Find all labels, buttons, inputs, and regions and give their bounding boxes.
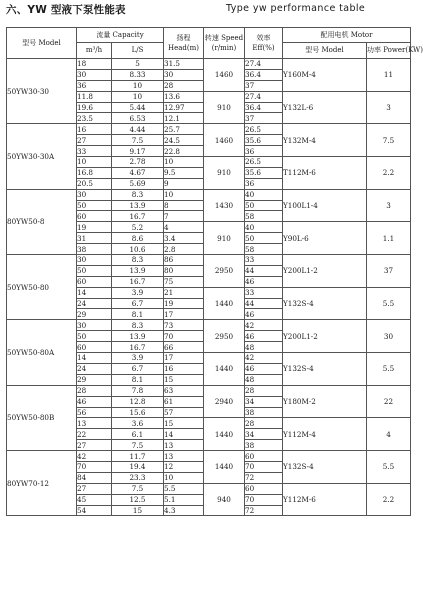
motor-model-cell: Y112M-4	[283, 418, 367, 451]
capacity-m3h-cell: 60	[77, 342, 112, 353]
efficiency-cell: 46	[245, 331, 283, 342]
table-row	[7, 320, 411, 331]
efficiency-cell: 34	[245, 396, 283, 407]
capacity-m3h-cell: 10	[77, 157, 112, 168]
table-row	[7, 124, 411, 135]
capacity-ls-cell: 13.9	[112, 331, 164, 342]
page-title: 六、YW 型液下泵性能表	[6, 4, 126, 16]
speed-cell: 910	[204, 91, 245, 124]
head-cell: 5.5	[164, 483, 204, 494]
capacity-m3h-cell: 56	[77, 407, 112, 418]
efficiency-cell: 60	[245, 483, 283, 494]
head-cell: 31.5	[164, 59, 204, 70]
capacity-m3h-cell: 36	[77, 80, 112, 91]
head-cell: 86	[164, 255, 204, 266]
efficiency-cell: 48	[245, 374, 283, 385]
capacity-m3h-cell: 19	[77, 222, 112, 233]
page-title-english: Type yw performance table	[226, 3, 366, 14]
motor-power-cell: 3	[367, 189, 411, 222]
capacity-m3h-cell: 13	[77, 418, 112, 429]
motor-model-cell: Y200L1-2	[283, 320, 367, 353]
efficiency-cell: 70	[245, 494, 283, 505]
head-cell: 4.3	[164, 505, 204, 516]
capacity-m3h-cell: 14	[77, 287, 112, 298]
header-efficiency	[245, 28, 283, 59]
efficiency-cell: 46	[245, 309, 283, 320]
capacity-ls-cell: 5.2	[112, 222, 164, 233]
efficiency-cell: 33	[245, 255, 283, 266]
header-motor-model: 型号 Model	[283, 43, 367, 59]
speed-cell: 940	[204, 483, 245, 516]
efficiency-cell: 26.5	[245, 124, 283, 135]
motor-power-cell: 5.5	[367, 451, 411, 484]
capacity-m3h-cell: 27	[77, 483, 112, 494]
efficiency-cell: 58	[245, 244, 283, 255]
header-capacity: 流量 Capacity	[77, 28, 164, 43]
capacity-m3h-cell: 54	[77, 505, 112, 516]
table-row	[7, 451, 411, 462]
efficiency-cell: 48	[245, 342, 283, 353]
efficiency-cell: 28	[245, 418, 283, 429]
head-cell: 16	[164, 363, 204, 374]
efficiency-cell: 44	[245, 265, 283, 276]
header-cap-m3h: m³/h	[77, 43, 112, 59]
capacity-m3h-cell: 70	[77, 461, 112, 472]
capacity-ls-cell: 6.7	[112, 363, 164, 374]
efficiency-cell: 27.4	[245, 59, 283, 70]
head-cell: 30	[164, 69, 204, 80]
capacity-ls-cell: 2.78	[112, 157, 164, 168]
head-cell: 10	[164, 472, 204, 483]
pump-model-cell: 50YW50-80A	[7, 320, 77, 385]
head-cell: 14	[164, 429, 204, 440]
head-cell: 8	[164, 200, 204, 211]
capacity-ls-cell: 7.5	[112, 483, 164, 494]
header-model: 型号 Model	[7, 28, 77, 59]
speed-cell: 910	[204, 222, 245, 255]
capacity-ls-cell: 15	[112, 505, 164, 516]
capacity-ls-cell: 5.69	[112, 178, 164, 189]
capacity-m3h-cell: 24	[77, 363, 112, 374]
capacity-m3h-cell: 46	[77, 396, 112, 407]
motor-model-cell: Y132S-4	[283, 451, 367, 484]
head-cell: 21	[164, 287, 204, 298]
efficiency-cell: 36	[245, 178, 283, 189]
head-cell: 12.97	[164, 102, 204, 113]
speed-cell: 2950	[204, 320, 245, 353]
head-cell: 2.8	[164, 244, 204, 255]
head-cell: 17	[164, 353, 204, 364]
capacity-m3h-cell: 42	[77, 451, 112, 462]
motor-model-cell: Y90L-6	[283, 222, 367, 255]
capacity-ls-cell: 15.6	[112, 407, 164, 418]
head-cell: 70	[164, 331, 204, 342]
capacity-m3h-cell: 84	[77, 472, 112, 483]
efficiency-cell: 70	[245, 461, 283, 472]
header-head-cn: 扬程	[176, 34, 191, 42]
capacity-m3h-cell: 29	[77, 309, 112, 320]
head-cell: 17	[164, 309, 204, 320]
efficiency-cell: 38	[245, 440, 283, 451]
pump-model-cell: 50YW30-30	[7, 59, 77, 124]
capacity-ls-cell: 7.8	[112, 385, 164, 396]
head-cell: 13	[164, 440, 204, 451]
efficiency-cell: 40	[245, 189, 283, 200]
capacity-m3h-cell: 30	[77, 69, 112, 80]
capacity-m3h-cell: 60	[77, 211, 112, 222]
performance-table	[6, 27, 423, 516]
head-cell: 15	[164, 374, 204, 385]
efficiency-cell: 33	[245, 287, 283, 298]
efficiency-cell: 72	[245, 472, 283, 483]
header-head-en: Head(m)	[167, 44, 199, 52]
motor-model-cell: Y200L1-2	[283, 255, 367, 288]
head-cell: 13.6	[164, 91, 204, 102]
motor-model-cell: Y132L-6	[283, 91, 367, 124]
pump-model-cell: 50YW50-80B	[7, 385, 77, 450]
head-cell: 5.1	[164, 494, 204, 505]
capacity-ls-cell: 13.9	[112, 265, 164, 276]
head-cell: 12	[164, 461, 204, 472]
efficiency-cell: 46	[245, 363, 283, 374]
efficiency-cell: 26.5	[245, 157, 283, 168]
motor-model-cell: T112M-6	[283, 157, 367, 190]
capacity-m3h-cell: 38	[77, 244, 112, 255]
table-row	[7, 385, 411, 396]
head-cell: 75	[164, 276, 204, 287]
head-cell: 4	[164, 222, 204, 233]
capacity-ls-cell: 5	[112, 59, 164, 70]
capacity-m3h-cell: 60	[77, 276, 112, 287]
motor-model-cell: Y160M-4	[283, 59, 367, 92]
capacity-ls-cell: 6.53	[112, 113, 164, 124]
head-cell: 61	[164, 396, 204, 407]
efficiency-cell: 36	[245, 146, 283, 157]
efficiency-cell: 28	[245, 385, 283, 396]
capacity-m3h-cell: 11.8	[77, 91, 112, 102]
capacity-m3h-cell: 24	[77, 298, 112, 309]
motor-power-cell: 2.2	[367, 483, 411, 516]
motor-model-cell: Y100L1-4	[283, 189, 367, 222]
capacity-ls-cell: 8.6	[112, 233, 164, 244]
capacity-ls-cell: 23.3	[112, 472, 164, 483]
efficiency-cell: 37	[245, 113, 283, 124]
efficiency-cell: 72	[245, 505, 283, 516]
head-cell: 7	[164, 211, 204, 222]
efficiency-cell: 34	[245, 429, 283, 440]
capacity-ls-cell: 10.6	[112, 244, 164, 255]
capacity-m3h-cell: 45	[77, 494, 112, 505]
capacity-m3h-cell: 14	[77, 353, 112, 364]
capacity-ls-cell: 10	[112, 91, 164, 102]
head-cell: 15	[164, 418, 204, 429]
capacity-ls-cell: 8.1	[112, 309, 164, 320]
efficiency-cell: 27.4	[245, 91, 283, 102]
motor-power-cell: 22	[367, 385, 411, 418]
motor-power-cell: 5.5	[367, 287, 411, 320]
head-cell: 66	[164, 342, 204, 353]
capacity-ls-cell: 13.9	[112, 200, 164, 211]
efficiency-cell: 58	[245, 211, 283, 222]
capacity-m3h-cell: 50	[77, 331, 112, 342]
speed-cell: 1460	[204, 59, 245, 92]
capacity-ls-cell: 3.9	[112, 353, 164, 364]
capacity-m3h-cell: 33	[77, 146, 112, 157]
head-cell: 10	[164, 189, 204, 200]
efficiency-cell: 50	[245, 200, 283, 211]
table-body	[7, 59, 411, 516]
speed-cell: 910	[204, 157, 245, 190]
capacity-ls-cell: 16.7	[112, 342, 164, 353]
capacity-m3h-cell: 30	[77, 255, 112, 266]
efficiency-cell: 35.6	[245, 135, 283, 146]
speed-cell: 2950	[204, 255, 245, 288]
head-cell: 13	[164, 451, 204, 462]
head-cell: 9.5	[164, 167, 204, 178]
capacity-m3h-cell: 50	[77, 265, 112, 276]
capacity-ls-cell: 3.9	[112, 287, 164, 298]
motor-power-cell: 2.2	[367, 157, 411, 190]
capacity-ls-cell: 16.7	[112, 276, 164, 287]
head-cell: 80	[164, 265, 204, 276]
capacity-ls-cell: 8.3	[112, 255, 164, 266]
capacity-m3h-cell: 23.5	[77, 113, 112, 124]
head-cell: 22.8	[164, 146, 204, 157]
efficiency-cell: 40	[245, 222, 283, 233]
header-speed-unit: (r/min)	[211, 44, 237, 52]
efficiency-cell: 60	[245, 451, 283, 462]
motor-model-cell: Y180M-2	[283, 385, 367, 418]
capacity-m3h-cell: 31	[77, 233, 112, 244]
head-cell: 19	[164, 298, 204, 309]
capacity-ls-cell: 4.44	[112, 124, 164, 135]
motor-model-cell: Y132S-4	[283, 287, 367, 320]
head-cell: 57	[164, 407, 204, 418]
capacity-ls-cell: 8.1	[112, 374, 164, 385]
head-cell: 24.5	[164, 135, 204, 146]
header-speed	[204, 28, 245, 59]
motor-power-cell: 4	[367, 418, 411, 451]
speed-cell: 1460	[204, 124, 245, 157]
capacity-m3h-cell: 16	[77, 124, 112, 135]
speed-cell: 1440	[204, 353, 245, 386]
capacity-m3h-cell: 16.8	[77, 167, 112, 178]
motor-power-cell: 3	[367, 91, 411, 124]
efficiency-cell: 50	[245, 233, 283, 244]
head-cell: 9	[164, 178, 204, 189]
table-row	[7, 255, 411, 266]
capacity-m3h-cell: 19.6	[77, 102, 112, 113]
motor-power-cell: 37	[367, 255, 411, 288]
efficiency-cell: 36.4	[245, 102, 283, 113]
capacity-ls-cell: 11.7	[112, 451, 164, 462]
table-row	[7, 59, 411, 70]
motor-power-cell: 11	[367, 59, 411, 92]
capacity-ls-cell: 10	[112, 80, 164, 91]
capacity-m3h-cell: 30	[77, 189, 112, 200]
capacity-ls-cell: 7.5	[112, 135, 164, 146]
capacity-ls-cell: 7.5	[112, 440, 164, 451]
motor-power-cell: 7.5	[367, 124, 411, 157]
speed-cell: 2940	[204, 385, 245, 418]
pump-model-cell: 80YW70-12	[7, 451, 77, 516]
capacity-m3h-cell: 18	[77, 59, 112, 70]
capacity-m3h-cell: 27	[77, 440, 112, 451]
capacity-ls-cell: 6.7	[112, 298, 164, 309]
capacity-ls-cell: 16.7	[112, 211, 164, 222]
capacity-ls-cell: 12.5	[112, 494, 164, 505]
speed-cell: 1440	[204, 451, 245, 484]
motor-power-cell: 5.5	[367, 353, 411, 386]
capacity-ls-cell: 8.3	[112, 189, 164, 200]
motor-model-cell: Y112M-6	[283, 483, 367, 516]
efficiency-cell: 37	[245, 80, 283, 91]
capacity-ls-cell: 6.1	[112, 429, 164, 440]
motor-model-cell: Y132S-4	[283, 353, 367, 386]
capacity-ls-cell: 12.8	[112, 396, 164, 407]
capacity-ls-cell: 8.3	[112, 320, 164, 331]
head-cell: 25.7	[164, 124, 204, 135]
capacity-ls-cell: 19.4	[112, 461, 164, 472]
efficiency-cell: 42	[245, 353, 283, 364]
speed-cell: 1440	[204, 418, 245, 451]
head-cell: 12.1	[164, 113, 204, 124]
header-motor: 配用电机 Motor	[283, 28, 411, 43]
capacity-ls-cell: 5.44	[112, 102, 164, 113]
capacity-m3h-cell: 30	[77, 320, 112, 331]
pump-model-cell: 50YW50-80	[7, 255, 77, 320]
speed-cell: 1430	[204, 189, 245, 222]
motor-power-cell: 30	[367, 320, 411, 353]
efficiency-cell: 38	[245, 407, 283, 418]
capacity-ls-cell: 8.33	[112, 69, 164, 80]
efficiency-cell: 36.4	[245, 69, 283, 80]
header-head	[164, 28, 204, 59]
efficiency-cell: 35.6	[245, 167, 283, 178]
header-eff-unit: Eff(%)	[252, 44, 275, 52]
capacity-ls-cell: 3.6	[112, 418, 164, 429]
motor-model-cell: Y132M-4	[283, 124, 367, 157]
capacity-m3h-cell: 29	[77, 374, 112, 385]
head-cell: 63	[164, 385, 204, 396]
capacity-ls-cell: 4.67	[112, 167, 164, 178]
motor-power-cell: 1.1	[367, 222, 411, 255]
header-cap-ls: L/S	[112, 43, 164, 59]
pump-model-cell: 80YW50-8	[7, 189, 77, 254]
capacity-m3h-cell: 50	[77, 200, 112, 211]
efficiency-cell: 42	[245, 320, 283, 331]
head-cell: 3.4	[164, 233, 204, 244]
head-cell: 28	[164, 80, 204, 91]
header-eff-cn: 效率	[256, 34, 271, 42]
capacity-m3h-cell: 20.5	[77, 178, 112, 189]
head-cell: 10	[164, 157, 204, 168]
table-row	[7, 189, 411, 200]
efficiency-cell: 46	[245, 276, 283, 287]
capacity-ls-cell: 9.17	[112, 146, 164, 157]
capacity-m3h-cell: 28	[77, 385, 112, 396]
header-speed-cn: 转速 Speed	[204, 34, 244, 42]
speed-cell: 1440	[204, 287, 245, 320]
capacity-m3h-cell: 22	[77, 429, 112, 440]
efficiency-cell: 44	[245, 298, 283, 309]
head-cell: 73	[164, 320, 204, 331]
capacity-m3h-cell: 27	[77, 135, 112, 146]
header-motor-power: 功率 Power(KW)	[367, 43, 411, 59]
pump-model-cell: 50YW30-30A	[7, 124, 77, 189]
